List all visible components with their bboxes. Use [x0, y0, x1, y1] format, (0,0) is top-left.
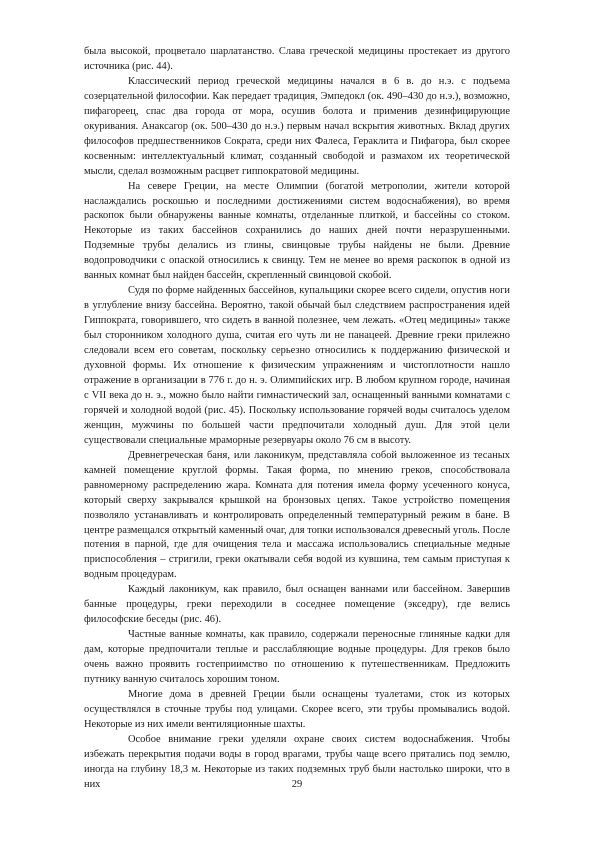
paragraph: Частные ванные комнаты, как правило, содержали переносные глиняные кадки для дам, которые предпочитали теплые и расслабляющие водные процедуры. Для греков было очень важно проявить гостеприимство по отношению к путешественникам. Предложить путнику ванную считалось хорошим тоном.	[84, 629, 510, 686]
paragraph: Судя по форме найденных бассейнов, купальщики скорее всего сидели, опустив ноги в углубление внизу бассейна. Вероятно, такой обычай был следствием распространения идей Гиппократа, говорившего, что сидеть в ванной полезнее, чем лежать. «Отец медицины» также был сторонником холодного душа, считая его чуть ли не панацеей. Древние греки прилежно следовали всем его советам, поскольку серьезно относились к поддержанию физической и духовной формы. Их отношение к физическим упражнениям и чистоплотности нашло отражение в организации в 776 г. до н. э. Олимпийских игр. В любом крупном городе, начиная с VII века до н. э., можно было найти гимнастический зал, оснащенный ванными комнатами с горячей и холодной водой (рис. 45). Поскольку использование горячей воды считалось уделом женщин, мужчины по большей части предпочитали холодный душ. Для этой цели существовали специальные мраморные резервуары около 76 см в высоту.	[84, 285, 510, 446]
body-text	[84, 45, 510, 793]
paragraph: была высокой, процветало шарлатанство. Слава греческой медицины простекает из другого источника (рис. 44).	[84, 46, 510, 72]
paragraph: Особое внимание греки уделяли охране своих систем водоснабжения. Чтобы избежать перекрытия подачи воды в город врагами, трубы чаще всего прятались под землю, иногда на глубину 18,3 м. Некоторые из таких подземных труб были настолько широки, что в них	[84, 733, 510, 790]
paragraph: Каждый лаконикум, как правило, был оснащен ваннами или бассейном. Завершив банные процедуры, греки переходили в соседнее помещение (экседру), где велись философские беседы (рис. 46).	[84, 584, 510, 626]
paragraph: Древнегреческая баня, или лаконикум, представляла собой выложенное из тесаных камней помещение круглой формы. Такая форма, по мнению греков, способствовала равномерному распределению жара. Комната для потения имела форму усеченного конуса, который сверху закрывался крышкой на бронзовых цепях. Такое устройство помещения позволяло устанавливать и контролировать определенный температурный режим в бане. В центре размещался открытый каменный очаг, для топки использовался древесный уголь. После потения в парной, где для очищения тела и массажа использовались специальные медные приспособления – стригили, греки окатывали себя водой из кувшина, тем самым приступая к водным процедурам.	[84, 449, 510, 581]
paragraph: Классический период греческой медицины начался в 6 в. до н.э. с подъема созерцательной философии. Как передает традиция, Эмпедокл (ок. 490–430 до н.э.), возможно, пифагореец, спас два города от мора, осушив болота и применив дезинфицирующие окуривания. Анаксагор (ок. 500–430 до н.э.) первым начал вскрытия животных. Вклад других философов предшественников Сократа, среди них Фалеса, Гераклита и Пифагора, был скорее косвенным: интеллектуальный климат, созданный свободой и размахом их теоретической мысли, сделал возможным расцвет гиппократовой медицины.	[84, 75, 510, 177]
page-number: 29	[291, 779, 303, 790]
paragraph: Многие дома в древней Греции были оснащены туалетами, сток из которых осуществлялся в сточные трубы под улицами. Скорее всего, эти трубы промывались водой. Некоторые из них имели вентиляционные шахты.	[84, 688, 510, 730]
paragraph: На севере Греции, на месте Олимпии (богатой метрополии, жители которой наслаждались роскошью и последними достижениями систем водоснабжения), во время раскопок были обнаружены ванные комнаты, отделанные плиткой, и бассейны со стоком. Некоторые из таких бассейнов сохранились до наших дней почти неразрушенными. Подземные трубы делались из глины, свинцовые трубы найдены не были. Древние водопроводчики с опаской относились к свинцу. Тем не менее во время раскопок в одной из ванных комнат был найден бассейн, скрепленный свинцовой скобой.	[84, 180, 510, 282]
